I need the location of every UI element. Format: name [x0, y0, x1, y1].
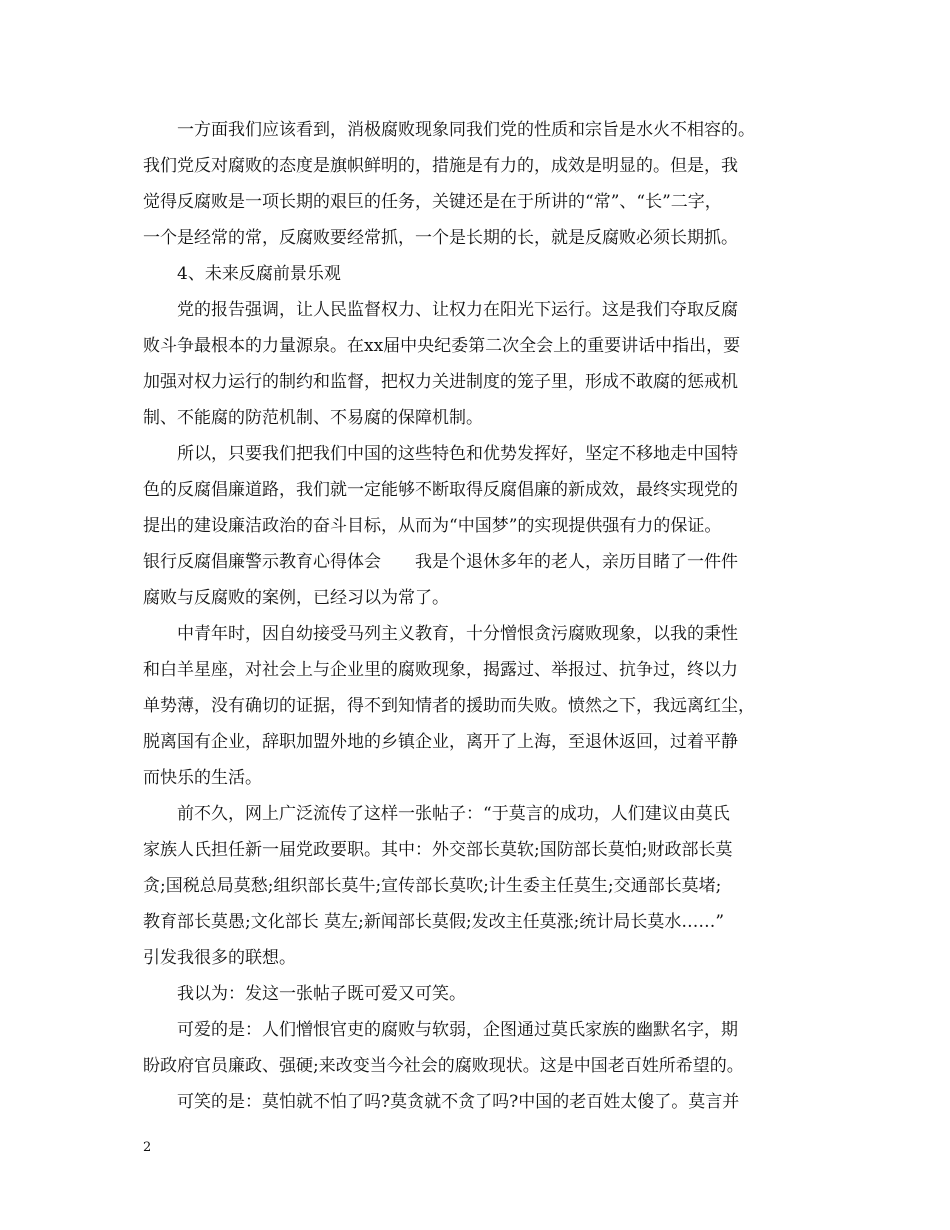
paragraph-line: 败斗争最根本的力量源泉。在xx届中央纪委第二次全会上的重要讲话中指出，要	[143, 336, 741, 356]
paragraph-line: 盼政府官员廉政、强硬;来改变当今社会的腐败现状。这是中国老百姓所希望的。	[143, 1056, 744, 1076]
paragraph-line: 贪;国税总局莫愁;组织部长莫牛;宣传部长莫吹;计生委主任莫生;交通部长莫堵;	[143, 876, 722, 896]
paragraph-line: 制、不能腐的防范机制、不易腐的保障机制。	[143, 408, 483, 428]
paragraph-line: 我们党反对腐败的态度是旗帜鲜明的，措施是有力的，成效是明显的。但是，我	[143, 156, 738, 176]
paragraph-line: 腐败与反腐败的案例，已经习以为常了。	[143, 588, 449, 608]
paragraph-line: 一方面我们应该看到，消极腐败现象同我们党的性质和宗旨是水火不相容的。	[177, 120, 755, 140]
paragraph-line: 所以，只要我们把我们中国的这些特色和优势发挥好，坚定不移地走中国特	[177, 444, 738, 464]
paragraph-line: 加强对权力运行的制约和监督，把权力关进制度的笼子里，形成不敢腐的惩戒机	[143, 372, 738, 392]
paragraph-line: 可笑的是：莫怕就不怕了吗?莫贪就不贪了吗?中国的老百姓太傻了。莫言并	[177, 1092, 740, 1112]
paragraph-line: 家族人氏担任新一届党政要职。其中：外交部长莫软;国防部长莫怕;财政部长莫	[143, 840, 733, 860]
paragraph-line: 提出的建设廉洁政治的奋斗目标，从而为“中国梦”的实现提供强有力的保证。	[143, 516, 722, 536]
paragraph-line: 脱离国有企业，辞职加盟外地的乡镇企业，离开了上海，至退休返回，过着平静	[143, 732, 738, 752]
paragraph-line: 可爱的是：人们憎恨官吏的腐败与软弱，企图通过莫氏家族的幽默名字，期	[177, 1020, 738, 1040]
paragraph-line: 而快乐的生活。	[143, 768, 262, 788]
paragraph-line: 教育部长莫愚;文化部长 莫左;新闻部长莫假;发改主任莫涨;统计局长莫水……”	[143, 912, 725, 932]
paragraph-line: 前不久，网上广泛流传了这样一张帖子：“于莫言的成功，人们建议由莫氏	[177, 804, 730, 824]
paragraph-line: 引发我很多的联想。	[143, 948, 296, 968]
paragraph-line: 一个是经常的常，反腐败要经常抓，一个是长期的长，就是反腐败必须长期抓。	[143, 228, 738, 248]
paragraph-line: 我以为：发这一张帖子既可爱又可笑。	[177, 984, 466, 1004]
paragraph-line: 银行反腐倡廉警示教育心得体会 我是个退休多年的老人，亲历目睹了一件件	[143, 552, 738, 572]
paragraph-line: 中青年时，因自幼接受马列主义教育，十分憎恨贪污腐败现象，以我的秉性	[177, 624, 738, 644]
section-heading: 4、未来反腐前景乐观	[177, 264, 341, 284]
paragraph-line: 色的反腐倡廉道路，我们就一定能够不断取得反腐倡廉的新成效，最终实现党的	[143, 480, 738, 500]
paragraph-line: 觉得反腐败是一项长期的艰巨的任务，关键还是在于所讲的“常”、“长”二字，	[143, 192, 722, 212]
paragraph-line: 单势薄，没有确切的证据，得不到知情者的援助而失败。愤然之下，我远离红尘，	[143, 696, 755, 716]
paragraph-line: 党的报告强调，让人民监督权力、让权力在阳光下运行。这是我们夺取反腐	[177, 300, 738, 320]
paragraph-line: 和白羊星座，对社会上与企业里的腐败现象，揭露过、举报过、抗争过，终以力	[143, 660, 738, 680]
page-number: 2	[143, 1140, 152, 1155]
